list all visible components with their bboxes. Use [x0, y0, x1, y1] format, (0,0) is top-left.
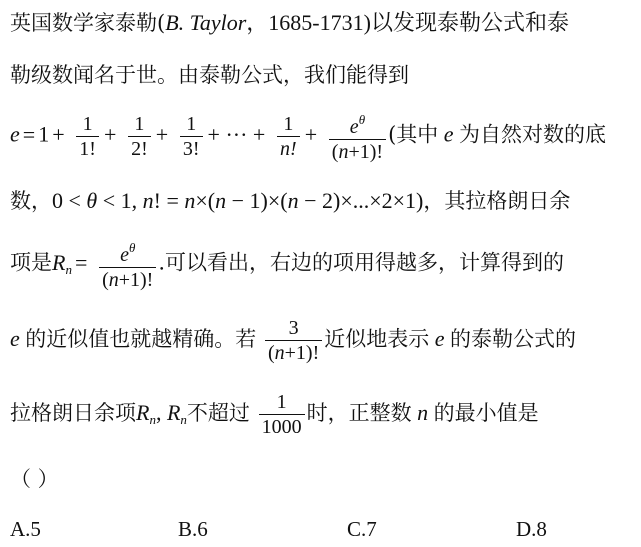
remainder-fraction: $\frac{e^\theta}{(n+1)!}$: [329, 108, 386, 164]
question-line-7: 拉格朗日余项$R_n$, $R_n$不超过 $\frac{1}{1000}$ 时，正整数 n 的最小值是: [10, 391, 539, 438]
text: 近似地表示: [324, 327, 430, 351]
text: 的泰勒公式的: [450, 327, 576, 351]
answer-paren: （ ）: [10, 467, 59, 491]
var-rn: $R_n$: [136, 400, 156, 427]
var-n: n: [411, 400, 434, 425]
text: 项是: [10, 250, 52, 275]
fraction-1-over-2: $\frac{1}{2!}$: [128, 112, 151, 161]
question-line-2: 勒级数闻名于世。由泰勒公式，我们能得到: [10, 63, 409, 87]
taylor-name: B. Taylor: [165, 10, 247, 35]
text: 不超过: [186, 401, 250, 425]
var-e: e: [429, 326, 450, 351]
formula-e: e: [10, 121, 20, 147]
var-rn: $R_n$: [166, 400, 187, 427]
fraction-1-over-3: $\frac{1}{3!}$: [180, 112, 203, 161]
choice-b[interactable]: B.6: [178, 517, 208, 541]
approx-fraction: $\frac{3}{(n+1)!}$: [265, 316, 322, 365]
text: ，其拉格朗日余: [423, 189, 571, 213]
var-e: e: [438, 121, 460, 147]
fraction-1-over-1: $\frac{1}{1!}$: [76, 112, 99, 161]
text: 时，正整数: [306, 401, 412, 425]
question-line-1: [10, 10, 569, 36]
question-line-5: 项是$R_n$ = $\frac{e^\theta}{(n+1)!}$ .可以看出，右边的项用得越多，计算得到的: [10, 236, 564, 295]
taylor-formula: e = 1 + $\frac{1}{1!}$ + $\frac{1}{2!}$ + $\frac{1}{3!}$ + ··· + $\frac{1}{n!}$ + $\frac{e^\theta}{(n+1)!}$ (其中 e 为自然对数的底: [10, 108, 606, 164]
text: 拉格朗日余项: [10, 401, 136, 425]
threshold-fraction: $\frac{1}{1000}$: [259, 390, 305, 439]
choice-c[interactable]: C.7: [347, 517, 377, 541]
text: 为自然对数的底: [459, 122, 607, 147]
choice-d[interactable]: D.8: [516, 517, 547, 541]
text: .可以看出，右边的项用得越多，计算得到的: [158, 250, 565, 275]
text: 数，: [10, 189, 52, 213]
question-line-6: [10, 314, 576, 365]
text: 的近似值也就越精确。若: [25, 327, 257, 351]
fraction-1-over-n: $\frac{1}{n!}$: [277, 112, 300, 161]
var-rn: $R_n$: [52, 249, 72, 277]
question-line-4: [10, 188, 570, 214]
text: 的最小值是: [433, 401, 539, 425]
math-definition: 0 < θ < 1, n! = n×(n − 1)×(n − 2)×...×2×1): [52, 188, 424, 213]
text: (其中: [388, 122, 439, 147]
var-e: e: [10, 326, 26, 351]
remainder-definition-fraction: $\frac{e^\theta}{(n+1)!}$: [99, 236, 156, 292]
text: 英国数学家泰勒(: [10, 11, 166, 35]
choice-a[interactable]: A.5: [10, 517, 41, 541]
text: ，1685-1731)以发现泰勒公式和泰: [246, 10, 569, 35]
